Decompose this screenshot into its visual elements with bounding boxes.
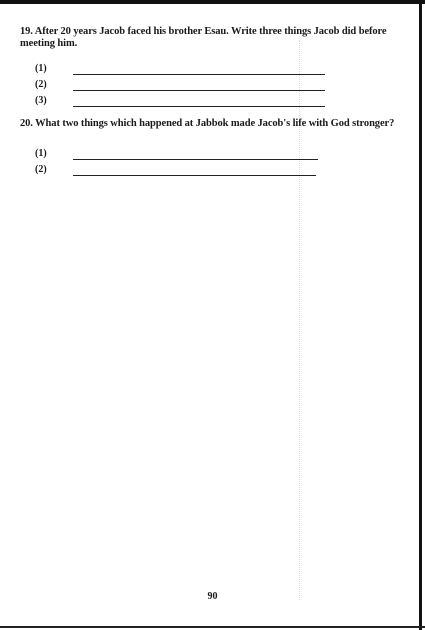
answer-number: (3) <box>35 95 47 106</box>
scan-border-right <box>419 0 422 630</box>
answer-rule <box>73 175 316 176</box>
scan-border-top <box>0 0 425 4</box>
answer-number: (2) <box>35 79 47 90</box>
answer-rule <box>73 74 325 75</box>
page-number: 90 <box>207 591 218 602</box>
answer-rule <box>73 90 325 91</box>
scan-border-bottom <box>0 626 425 628</box>
question-19-answer-1[interactable] <box>35 63 335 77</box>
answer-number: (2) <box>35 164 47 175</box>
question-19-text: 19. After 20 years Jacob faced his brother Esau. Write three things Jacob did before meeting him. <box>20 26 387 49</box>
question-19-answer-2[interactable] <box>35 79 335 93</box>
answer-number: (1) <box>35 63 47 74</box>
question-20-answer-1[interactable] <box>35 148 330 162</box>
question-20-text: 20. What two things which happened at Jabbok made Jacob's life with God stronger? <box>20 118 395 129</box>
answer-number: (1) <box>35 148 47 159</box>
question-19-answer-3[interactable] <box>35 95 335 109</box>
answer-rule <box>73 106 325 107</box>
question-20-answer-2[interactable] <box>35 164 330 178</box>
answer-rule <box>73 159 318 160</box>
